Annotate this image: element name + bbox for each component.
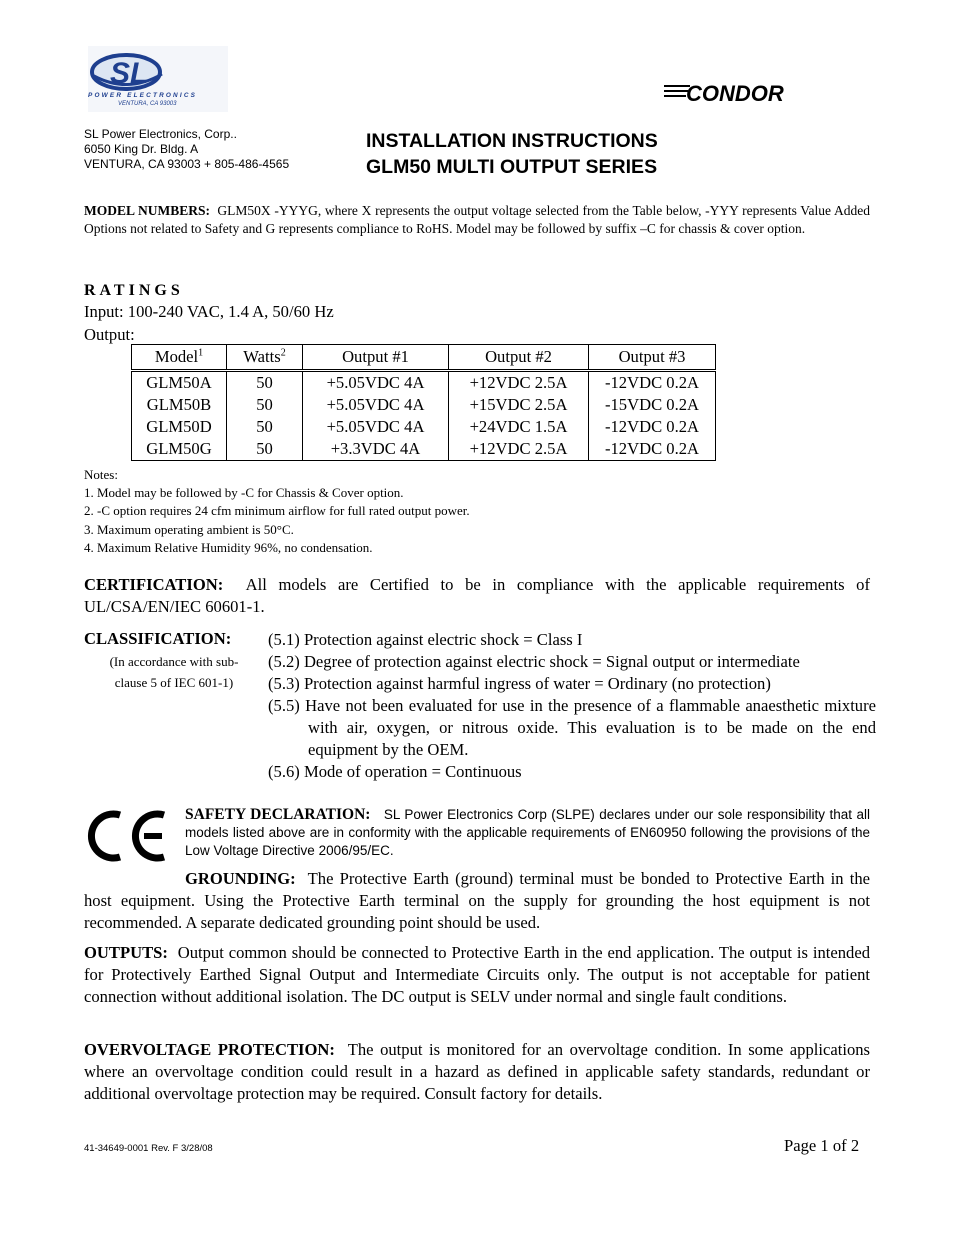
table-cell: -15VDC 0.2A	[589, 394, 716, 416]
table-cell: +5.05VDC 4A	[303, 394, 449, 416]
header-cell: Watts$^2$	[227, 345, 303, 371]
note-item: 2. -C option requires 24 cfm minimum airflow for full rated output power.	[84, 503, 470, 519]
address-line: SL Power Electronics, Corp..	[84, 127, 237, 141]
note-item: 3. Maximum operating ambient is 50°C.	[84, 521, 294, 537]
company-address	[84, 127, 289, 172]
table-cell: +5.05VDC 4A	[303, 371, 449, 395]
table-cell: +24VDC 1.5A	[449, 416, 589, 438]
address-line: 6050 King Dr. Bldg. A	[84, 142, 199, 156]
table-row	[132, 371, 716, 395]
header-cell: Model$^1$	[132, 345, 227, 371]
model-numbers-label: MODEL NUMBERS:	[84, 203, 210, 218]
classification-item: (5.2) Degree of protection against electric shock = Signal output or intermediate	[268, 652, 800, 671]
classification-subnote-line: clause 5 of IEC 601-1)	[114, 675, 234, 690]
document-title	[366, 128, 658, 180]
classification-item: (5.6) Mode of operation = Continuous	[268, 762, 522, 781]
certification-paragraph	[84, 574, 870, 618]
overvoltage-text: The output is monitored for an overvoltage condition. In some applications where an overvoltage condition could result in a hazard as defined in applicable safety standards, redundant or additional overvoltage protection may be required. Consult factory for details.	[84, 1040, 870, 1103]
header-cell: Output #1	[303, 345, 449, 371]
table-cell: GLM50A	[132, 371, 227, 395]
grounding-label: GROUNDING:	[185, 869, 296, 888]
outputs-paragraph	[84, 942, 870, 1008]
table-cell: GLM50D	[132, 416, 227, 438]
table-row	[132, 438, 716, 461]
table-cell: 50	[227, 416, 303, 438]
title-line-2: GLM50 MULTI OUTPUT SERIES	[366, 156, 658, 178]
notes-section	[84, 466, 470, 557]
table-cell: +5.05VDC 4A	[303, 416, 449, 438]
classification-item: (5.5) Have not been evaluated for use in the presence of a flammable anaesthetic mixture with air, oxygen, or nitrous oxide. This evaluation is to be made on the end equipment by the OEM.	[268, 696, 876, 759]
table-cell: -12VDC 0.2A	[589, 371, 716, 395]
output-label: Output:	[84, 325, 135, 344]
overvoltage-paragraph	[84, 1039, 870, 1105]
note-item: 1. Model may be followed by -C for Chassis & Cover option.	[84, 485, 404, 501]
table-cell: 50	[227, 438, 303, 461]
table-cell: -12VDC 0.2A	[589, 416, 716, 438]
grounding-text: The Protective Earth (ground) terminal must be bonded to Protective Earth in the host equipment. Using the Protective Earth terminal on the supply for grounding the host equipment is not recommended. A separate dedicated grounding point should be used.	[84, 869, 870, 932]
overvoltage-label: OVERVOLTAGE PROTECTION:	[84, 1040, 335, 1059]
safety-text: SL Power Electronics Corp (SLPE) declares under our sole responsibility that all models listed above are in conformity with the applicable requirements of EN60950 following the provisions of the Low Voltage Directive 2006/95/EC.	[185, 807, 870, 858]
table-header-row	[132, 345, 716, 371]
sl-logo-text: SL	[110, 57, 149, 90]
table-cell: 50	[227, 371, 303, 395]
table-row	[132, 394, 716, 416]
outputs-text: Output common should be connected to Protective Earth in the end application. The output is intended for Protectively Earthed Signal Output and Intermediate Circuits only. The output is not acceptable for patient connection without additional isolation. The DC output is SELV under normal and single fault conditions.	[84, 943, 870, 1006]
table-cell: +3.3VDC 4A	[303, 438, 449, 461]
classification-label: CLASSIFICATION:	[84, 629, 232, 648]
address-line: VENTURA, CA 93003 + 805-486-4565	[84, 157, 290, 171]
classification-item: (5.1) Protection against electric shock = Class I	[268, 630, 583, 649]
ce-mark-icon	[84, 805, 168, 865]
sl-logo-subtitle: POWER ELECTRONICS	[88, 92, 198, 99]
table-cell: +15VDC 2.5A	[449, 394, 589, 416]
certification-text: All models are Certified to be in compliance with the applicable requirements of UL/CSA/EN/IEC 60601-1.	[84, 575, 870, 616]
table-row	[132, 416, 716, 438]
title-line-1: INSTALLATION INSTRUCTIONS	[366, 130, 658, 152]
table-cell: +12VDC 2.5A	[449, 438, 589, 461]
ratings-heading: RATINGS	[84, 282, 184, 299]
ratings-table	[131, 344, 716, 461]
model-numbers-paragraph	[84, 202, 870, 238]
condor-logo-text: CONDOR	[686, 81, 784, 106]
classification-list	[268, 629, 876, 783]
model-numbers-text: GLM50X -YYYG, where X represents the output voltage selected from the Table below, -YYY represents Value Added Options not related to Safety and G represents compliance to RoHS. Model may be followed by suffix –C for chassis & cover option.	[84, 203, 870, 236]
classification-subnote	[84, 651, 264, 693]
classification-item: (5.3) Protection against harmful ingress of water = Ordinary (no protection)	[268, 674, 771, 693]
sl-logo-location: VENTURA, CA 93003	[118, 101, 177, 107]
document-number: 41-34649-0001 Rev. F 3/28/08	[84, 1143, 213, 1154]
table-cell: +12VDC 2.5A	[449, 371, 589, 395]
table-cell: 50	[227, 394, 303, 416]
input-rating: Input: 100-240 VAC, 1.4 A, 50/60 Hz	[84, 302, 334, 321]
page-number: Page 1 of 2	[784, 1136, 860, 1155]
table-cell: GLM50B	[132, 394, 227, 416]
condor-logo	[664, 80, 816, 106]
notes-title: Notes:	[84, 467, 118, 482]
sl-power-electronics-logo	[88, 46, 228, 112]
header-cell: Output #3	[589, 345, 716, 371]
classification-subnote-line: (In accordance with sub-	[109, 654, 239, 669]
safety-declaration	[185, 806, 870, 860]
safety-label: SAFETY DECLARATION:	[185, 806, 371, 823]
outputs-label: OUTPUTS:	[84, 943, 168, 962]
grounding-paragraph	[84, 868, 870, 934]
note-item: 4. Maximum Relative Humidity 96%, no condensation.	[84, 539, 373, 555]
table-cell: GLM50G	[132, 438, 227, 461]
table-cell: -12VDC 0.2A	[589, 438, 716, 461]
header-cell: Output #2	[449, 345, 589, 371]
certification-label: CERTIFICATION:	[84, 575, 224, 594]
